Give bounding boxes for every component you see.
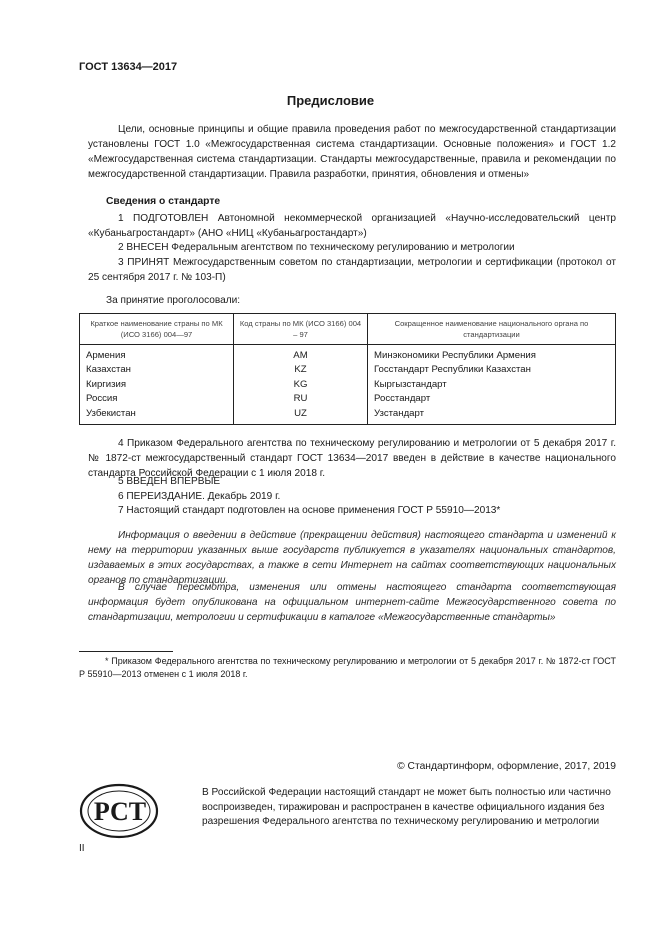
table-header-code: Код страны по МК (ИСО 3166) 004 – 97 [234, 314, 368, 345]
voted-label: За принятие проголосовали: [106, 295, 241, 306]
copyright-line: © Стандартинформ, оформление, 2017, 2019 [397, 761, 616, 772]
item-6-text: 6 ПЕРЕИЗДАНИЕ. Декабрь 2019 г. [118, 491, 281, 502]
item-2-text: 2 ВНЕСЕН Федеральным агентством по техническому регулированию и метрологии [118, 242, 515, 253]
cell-country: Казахстан [80, 363, 234, 378]
item-7-text: 7 Настоящий стандарт подготовлен на основе применения ГОСТ Р 55910—2013* [118, 505, 501, 516]
cell-country: Киргизия [80, 377, 234, 392]
footnote [79, 655, 616, 681]
table-header-row [80, 314, 616, 345]
table-header-country: Краткое наименование страны по МК (ИСО 3166) 004—97 [80, 314, 234, 345]
table-row [80, 377, 616, 392]
cell-code: RU [234, 392, 368, 407]
cell-code: UZ [234, 406, 368, 424]
item-3 [88, 255, 616, 285]
info-paragraph [88, 528, 616, 588]
intro-paragraph [88, 122, 616, 182]
cell-body: Кыргызстандарт [368, 377, 616, 392]
logo-text: РСТ [93, 797, 147, 826]
table-row [80, 345, 616, 363]
page-title: Предисловие [286, 93, 375, 108]
item-2 [88, 240, 616, 255]
rst-emblem-icon [79, 783, 161, 839]
cell-country: Россия [80, 392, 234, 407]
cell-code: AM [234, 345, 368, 363]
voting-table [79, 313, 616, 425]
cell-code: KZ [234, 363, 368, 378]
cell-body: Узстандарт [368, 406, 616, 424]
footnote-divider [79, 651, 173, 652]
table-header-body: Сокращенное наименование национального органа по стандартизации [368, 314, 616, 345]
cell-body: Минэкономики Республики Армения [368, 345, 616, 363]
item-5-text: 5 ВВЕДЕН ВПЕРВЫЕ [118, 476, 221, 487]
revision-paragraph [88, 580, 616, 625]
cell-country: Узбекистан [80, 406, 234, 424]
item-5 [88, 474, 616, 489]
section-heading: Сведения о стандарте [106, 196, 221, 207]
item-4-text: 4 Приказом Федерального агентства по техническому регулированию и метрологии от 5 декабря 2017 г. № 1872-ст межгосударственный стандарт ГОСТ 13634—2017 введен в действие в качестве национального стандарта Российской Федерации с 1 июля 2018 г. [88, 438, 616, 479]
document-code: ГОСТ 13634—2017 [79, 61, 178, 73]
cell-body: Госстандарт Республики Казахстан [368, 363, 616, 378]
revision-text: В случае пересмотра, изменения или отмены настоящего стандарта соответствующая информация будет опубликована на официальном интернет-сайте Межгосударственного совета по стандартизации, метрологии и сертификации в каталоге «Межгосударственные стандарты» [88, 582, 616, 623]
cell-code: KG [234, 377, 368, 392]
cell-body: Росстандарт [368, 392, 616, 407]
item-1-text: 1 ПОДГОТОВЛЕН Автономной некоммерческой организацией «Научно-исследовательский центр «Кубаньагростандарт» (АНО «НИЦ «Кубаньагростандарт») [88, 213, 616, 239]
item-1 [88, 211, 616, 241]
footnote-text: * Приказом Федерального агентства по техническому регулированию и метрологии от 5 декабря 2017 г. № 1872-ст ГОСТ Р 55910—2013 отменен с 1 июля 2018 г. [79, 656, 616, 679]
info-text: Информация о введении в действие (прекращении действия) настоящего стандарта и изменений к нему на территории указанных выше государств публикуется в указателях национальных стандартов, издаваемых в этих государствах, а также в сети Интернет на сайтах соответствующих национальных органов по стандартизации. [88, 530, 616, 586]
item-6 [88, 489, 616, 504]
page-number: II [79, 843, 85, 854]
table-row [80, 406, 616, 424]
cell-country: Армения [80, 345, 234, 363]
item-3-text: 3 ПРИНЯТ Межгосударственным советом по стандартизации, метрологии и сертификации (протокол от 25 сентября 2017 г. № 103-П) [88, 257, 616, 283]
table-row [80, 392, 616, 407]
table-row [80, 363, 616, 378]
rights-notice: В Российской Федерации настоящий стандарт не может быть полностью или частично воспроизведен, тиражирован и распространен в качестве официального издания без разрешения Федерального агентства по техническому регулированию и метрологии [202, 787, 611, 827]
intro-text: Цели, основные принципы и общие правила проведения работ по межгосударственной стандартизации установлены ГОСТ 1.0 «Межгосударственная система стандартизации. Основные положения» и ГОСТ 1.2 «Межгосударственная система стандартизации. Стандарты межгосударственные, правила и рекомендации по межгосударственной стандартизации. Правила разработки, принятия, обновления и отмены» [88, 124, 616, 180]
item-7 [88, 503, 616, 518]
